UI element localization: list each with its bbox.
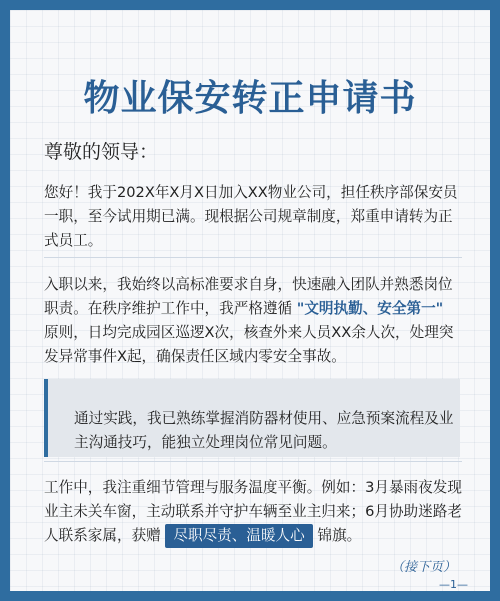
paragraph-text: 入职以来，我始终以高标准要求自身，快速融入团队并熟悉岗位职责。在秩序维护工作中，我严格遵循 (44, 276, 453, 317)
banner-badge: 尽职尽责、温暖人心 (165, 524, 312, 548)
continued-note: （接下页） (390, 560, 456, 575)
document-sheet (10, 10, 490, 591)
paragraph-text: 工作中，我注重细节管理与服务温度平衡。例如：3月暴雨夜发现业主未关车窗，主动联系并守护车辆至业主归来；6月协助迷路老人联系家属，获赠 (44, 479, 462, 544)
salutation: 尊敬的领导： (44, 141, 159, 163)
divider (44, 461, 462, 462)
callout-text: 通过实践，我已熟练掌握消防器材使用、应急预案流程及业主沟通技巧，能独立处理岗位常见问题。 (74, 410, 454, 451)
callout-box (44, 379, 460, 457)
document-title: 物业保安转正申请书 (83, 78, 417, 119)
paragraph-text: 锦旗。 (312, 527, 362, 544)
highlight-motto: "文明执勤、安全第一" (296, 300, 444, 317)
divider (44, 257, 462, 258)
paragraph-performance (44, 273, 462, 369)
paragraph-text: 原则，日均完成园区巡逻X次，核查外来人员XX余人次，处理突发异常事件X起，确保责任区域内零安全事故。 (44, 324, 454, 365)
paragraph-intro: 您好！我于202X年X月X日加入XX物业公司，担任秩序部保安员一职，至今试用期已满。现根据公司规章制度，郑重申请转为正式员工。 (44, 184, 458, 249)
page-number: —1— (439, 578, 468, 591)
paragraph-examples (44, 476, 462, 548)
